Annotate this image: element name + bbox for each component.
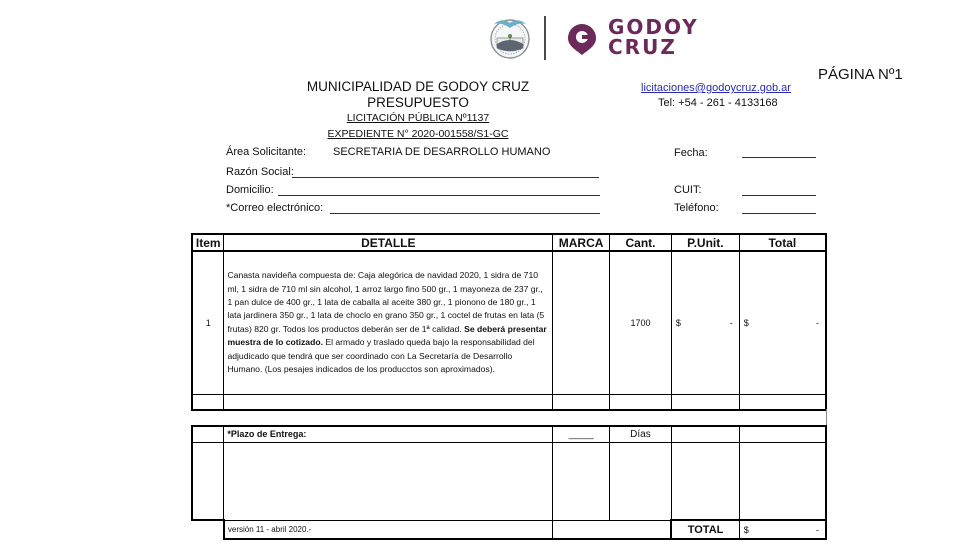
item-cantidad: 1700 <box>610 251 672 394</box>
notes-cell[interactable] <box>224 442 553 520</box>
table-row <box>192 251 826 394</box>
table-header-row <box>192 234 826 251</box>
area-solicitante-value: SECRETARIA DE DESARROLLO HUMANO <box>333 146 551 158</box>
item-number: 1 <box>192 251 224 394</box>
total-label: TOTAL <box>671 520 739 539</box>
header-marca: MARCA <box>553 234 610 251</box>
expediente-number: EXPEDIENTE N° 2020-001558/S1-GC <box>327 128 509 140</box>
item-detail: Canasta navideña compuesta de: Caja alegórica de navidad 2020, 1 sidra de 710 ml, 1 sidra de 710 ml sin alcohol, 1 arroz largo fino 500 gr., 1 mayoneza de 237 gr., 1 pan dulce de 400 gr., 1 lata de caballa al aceite 380 gr., 1 piononо de 180 gr., 1 lata jardinera 350 gr., 1 lata de choclo en grano 350 gr., 1 coctel de frutas en lata (5 frutas) 820 gr. Todos los productos deberán ser de 1ª calidad. Se deberá presentar muestra de lo cotizado. El armado y traslado queda bajo la responsabilidad del adjudicado que tendrá que ser coordinado con La Secretaría de Desarrollo Humano. (Los pesajes indicados de los producctos son aproximados). <box>224 251 553 394</box>
header-item: Item <box>192 234 224 251</box>
plazo-row <box>192 426 826 442</box>
document-title: MUNICIPALIDAD DE GODOY CRUZ <box>306 79 530 94</box>
plazo-label: *Plazo de Entrega: <box>224 426 553 442</box>
header-cantidad: Cant. <box>610 234 672 251</box>
domicilio-field[interactable] <box>278 184 600 196</box>
item-detail-bold: Se deberá presentar muestra de lo cotizado. <box>227 323 547 348</box>
razon-social-field[interactable] <box>292 166 599 178</box>
grand-total-cell: $ - <box>739 520 826 539</box>
delivery-table <box>191 425 827 540</box>
budget-table <box>191 233 827 411</box>
licitacion-number: LICITACIÓN PÚBLICA Nº1137 <box>346 112 490 124</box>
godoy-cruz-logo-text: GODOY CRUZ <box>608 15 699 59</box>
cuit-field[interactable] <box>742 184 816 196</box>
correo-label: *Correo electrónico: <box>226 202 324 214</box>
item-marca-cell[interactable] <box>553 251 610 394</box>
item-total-cell: $ - <box>739 251 826 394</box>
empty-row <box>192 394 826 410</box>
notes-row <box>192 442 826 520</box>
version-text: versión 11 - abril 2020.- <box>224 520 553 539</box>
correo-field[interactable] <box>330 202 600 214</box>
telefono-field[interactable] <box>742 202 816 214</box>
contact-email-link[interactable]: licitaciones@godoycruz.gob.ar <box>641 82 791 94</box>
razon-social-label: Razón Social: <box>226 166 294 178</box>
plazo-unit: Días <box>610 426 672 442</box>
fecha-label: Fecha: <box>674 147 708 159</box>
municipal-emblem-icon <box>488 14 532 60</box>
domicilio-label: Domicilio: <box>226 184 274 196</box>
godoy-cruz-pin-logo-icon <box>566 22 598 56</box>
contact-telephone: Tel: +54 - 261 - 4133168 <box>658 97 778 109</box>
header-detalle: DETALLE <box>224 234 553 251</box>
logo-divider <box>544 16 546 60</box>
fecha-field[interactable] <box>742 146 816 158</box>
header-punit: P.Unit. <box>671 234 739 251</box>
telefono-label: Teléfono: <box>674 202 719 214</box>
plazo-days-field[interactable]: _____ <box>553 426 610 442</box>
total-row <box>192 520 826 539</box>
area-solicitante-label: Área Solicitante: <box>226 146 307 158</box>
item-punit-cell[interactable]: $ - <box>671 251 739 394</box>
cuit-label: CUIT: <box>674 184 702 196</box>
header-total: Total <box>739 234 826 251</box>
table-gap <box>223 409 827 425</box>
document-subtitle: PRESUPUESTO <box>367 95 469 110</box>
page-number: PÁGINA Nº1 <box>818 66 903 83</box>
